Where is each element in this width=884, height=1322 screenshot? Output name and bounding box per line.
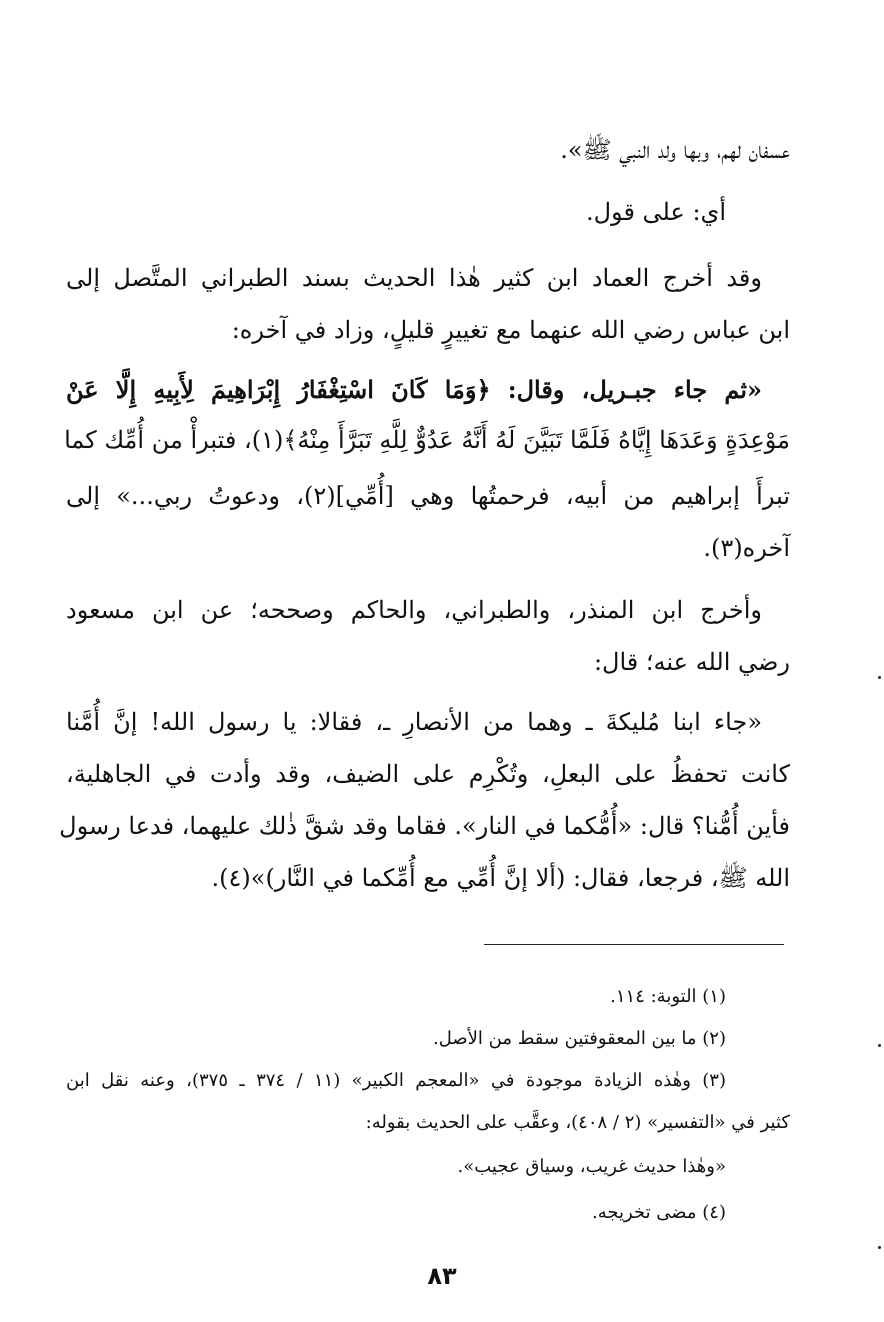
footnote-2: (٢) ما بين المعقوفتين سقط من الأصل. [433,1028,726,1049]
body-line-3: وقد أخرج العماد ابن كثير هٰذا الحديث بسند الطبراني المتَّصل إلى [66,264,762,292]
body-line-7: تبرأَ إبراهيم من أبيه، فرحمتُها وهي [أُمِّي](٢)، ودعوتُ ربي...» إلى [66,482,790,510]
body-line-6: مَوْعِدَةٍ وَعَدَهَا إِيَّاهُ فَلَمَّا تَبَيَّنَ لَهُ أَنَّهُ عَدُوٌّ لِلَّهِ تَبَرَّأَ مِنْهُ﴾(١)، فتبرأْ من أُمِّك كما [64,426,790,454]
body-line-9: وأخرج ابن المنذر، والطبراني، والحاكم وصححه؛ عن ابن مسعود [66,596,762,624]
body-line-12: كانت تحفظُ على البعلِ، وتُكْرِم على الضيف، وقد وأدت في الجاهلية، [66,760,791,788]
footnote-1: (١) التوبة: ١١٤. [610,986,726,1007]
body-line-13: فأين أُمُّنا؟ قال: «أُمُّكما في النار». فقاما وقد شقَّ ذٰلك عليهما، فدعا رسول [59,812,790,840]
body-line-11: «جاء ابنا مُليكةَ ـ وهما من الأنصارِ ـ، فقالا: يا رسول الله! إنَّ أُمَّنا [66,708,762,736]
body-line-14: الله ﷺ، فرجعا، فقال: (ألا إنَّ أُمِّي مع أُمِّكما في النَّار)»(٤). [211,864,790,892]
footnote-3: (٣) وهٰذه الزيادة موجودة في «المعجم الكبير» (١١ / ٣٧٤ ـ ٣٧٥)، وعنه نقل ابن [66,1070,726,1091]
body-line-5: «ثم جاء جبـريل، وقال: ﴿وَمَا كَانَ اسْتِغْفَارُ إِبْرَاهِيمَ لِأَبِيهِ إِلَّا عَنْ [66,375,762,404]
page-number: ٨٣ [427,1262,457,1290]
footnote-4: (٤) مضى تخريجه. [592,1202,726,1223]
margin-dot-1 [878,676,881,679]
margin-dot-3 [878,1246,881,1249]
body-line-10: رضي الله عنه؛ قال: [593,648,790,676]
margin-dot-2 [878,1044,881,1047]
body-line-1: عسفان لهم، وبها ولد النبي ﷺ». [560,136,790,164]
footnote-divider [484,944,784,945]
footnote-3-quote: «وهٰذا حديث غريب، وسياق عجيب». [457,1156,726,1177]
footnote-3-continued: كثير في «التفسير» (٢ / ٤٠٨)، وعقَّب على الحديث بقوله: [365,1112,790,1133]
body-line-2: أي: على قول. [585,198,726,226]
body-line-4: ابن عباس رضي الله عنهما مع تغييرٍ قليلٍ، وزاد في آخره: [231,316,790,344]
body-line-8: آخره(٣). [703,534,790,562]
